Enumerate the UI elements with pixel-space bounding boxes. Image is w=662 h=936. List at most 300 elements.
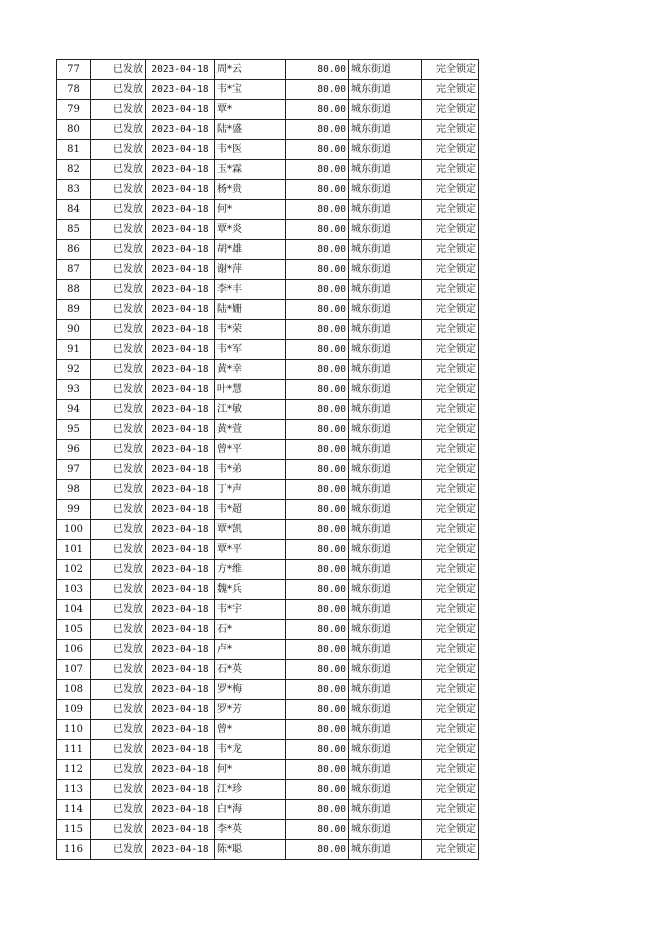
- lock-status-cell: 完全锁定: [422, 320, 479, 340]
- amount-cell: 80.00: [286, 780, 349, 800]
- amount-cell: 80.00: [286, 200, 349, 220]
- status-cell: 已发放: [91, 660, 146, 680]
- name-cell: 覃*炎: [215, 220, 286, 240]
- table-row: [57, 780, 479, 800]
- table-row: [57, 260, 479, 280]
- date-cell: 2023-04-18: [146, 820, 215, 840]
- table-row: [57, 600, 479, 620]
- status-cell: 已发放: [91, 600, 146, 620]
- date-cell: 2023-04-18: [146, 160, 215, 180]
- table-row: [57, 240, 479, 260]
- amount-cell: 80.00: [286, 300, 349, 320]
- payment-table: [56, 59, 479, 860]
- lock-status-cell: 完全锁定: [422, 700, 479, 720]
- lock-status-cell: 完全锁定: [422, 200, 479, 220]
- date-cell: 2023-04-18: [146, 520, 215, 540]
- lock-status-cell: 完全锁定: [422, 400, 479, 420]
- status-cell: 已发放: [91, 720, 146, 740]
- row-index: 106: [57, 640, 91, 660]
- lock-status-cell: 完全锁定: [422, 180, 479, 200]
- table-row: [57, 540, 479, 560]
- name-cell: 石*: [215, 620, 286, 640]
- status-cell: 已发放: [91, 540, 146, 560]
- date-cell: 2023-04-18: [146, 120, 215, 140]
- name-cell: 何*: [215, 760, 286, 780]
- status-cell: 已发放: [91, 100, 146, 120]
- name-cell: 韦*弟: [215, 460, 286, 480]
- status-cell: 已发放: [91, 760, 146, 780]
- date-cell: 2023-04-18: [146, 320, 215, 340]
- status-cell: 已发放: [91, 240, 146, 260]
- name-cell: 韦*荣: [215, 320, 286, 340]
- row-index: 80: [57, 120, 91, 140]
- row-index: 77: [57, 60, 91, 80]
- amount-cell: 80.00: [286, 720, 349, 740]
- date-cell: 2023-04-18: [146, 580, 215, 600]
- table-row: [57, 220, 479, 240]
- amount-cell: 80.00: [286, 680, 349, 700]
- lock-status-cell: 完全锁定: [422, 160, 479, 180]
- lock-status-cell: 完全锁定: [422, 780, 479, 800]
- lock-status-cell: 完全锁定: [422, 240, 479, 260]
- amount-cell: 80.00: [286, 760, 349, 780]
- row-index: 97: [57, 460, 91, 480]
- table-row: [57, 660, 479, 680]
- row-index: 98: [57, 480, 91, 500]
- amount-cell: 80.00: [286, 820, 349, 840]
- amount-cell: 80.00: [286, 800, 349, 820]
- district-cell: 城东街道: [349, 60, 422, 80]
- lock-status-cell: 完全锁定: [422, 600, 479, 620]
- lock-status-cell: 完全锁定: [422, 800, 479, 820]
- lock-status-cell: 完全锁定: [422, 460, 479, 480]
- row-index: 105: [57, 620, 91, 640]
- lock-status-cell: 完全锁定: [422, 680, 479, 700]
- status-cell: 已发放: [91, 700, 146, 720]
- district-cell: 城东街道: [349, 500, 422, 520]
- status-cell: 已发放: [91, 420, 146, 440]
- status-cell: 已发放: [91, 220, 146, 240]
- amount-cell: 80.00: [286, 700, 349, 720]
- status-cell: 已发放: [91, 640, 146, 660]
- status-cell: 已发放: [91, 300, 146, 320]
- name-cell: 罗*芳: [215, 700, 286, 720]
- lock-status-cell: 完全锁定: [422, 420, 479, 440]
- status-cell: 已发放: [91, 800, 146, 820]
- status-cell: 已发放: [91, 480, 146, 500]
- row-index: 88: [57, 280, 91, 300]
- lock-status-cell: 完全锁定: [422, 80, 479, 100]
- table-row: [57, 560, 479, 580]
- status-cell: 已发放: [91, 80, 146, 100]
- table-row: [57, 640, 479, 660]
- district-cell: 城东街道: [349, 840, 422, 860]
- amount-cell: 80.00: [286, 600, 349, 620]
- table-row: [57, 340, 479, 360]
- district-cell: 城东街道: [349, 120, 422, 140]
- table-row: [57, 720, 479, 740]
- date-cell: 2023-04-18: [146, 280, 215, 300]
- table-row: [57, 60, 479, 80]
- district-cell: 城东街道: [349, 360, 422, 380]
- name-cell: 韦*宇: [215, 600, 286, 620]
- table-row: [57, 320, 479, 340]
- row-index: 100: [57, 520, 91, 540]
- amount-cell: 80.00: [286, 420, 349, 440]
- status-cell: 已发放: [91, 260, 146, 280]
- district-cell: 城东街道: [349, 640, 422, 660]
- date-cell: 2023-04-18: [146, 700, 215, 720]
- district-cell: 城东街道: [349, 740, 422, 760]
- row-index: 116: [57, 840, 91, 860]
- amount-cell: 80.00: [286, 220, 349, 240]
- table-row: [57, 760, 479, 780]
- row-index: 87: [57, 260, 91, 280]
- district-cell: 城东街道: [349, 420, 422, 440]
- row-index: 89: [57, 300, 91, 320]
- district-cell: 城东街道: [349, 280, 422, 300]
- lock-status-cell: 完全锁定: [422, 60, 479, 80]
- table-row: [57, 680, 479, 700]
- lock-status-cell: 完全锁定: [422, 520, 479, 540]
- date-cell: 2023-04-18: [146, 260, 215, 280]
- date-cell: 2023-04-18: [146, 400, 215, 420]
- status-cell: 已发放: [91, 560, 146, 580]
- lock-status-cell: 完全锁定: [422, 480, 479, 500]
- table-row: [57, 200, 479, 220]
- table-row: [57, 120, 479, 140]
- district-cell: 城东街道: [349, 680, 422, 700]
- amount-cell: 80.00: [286, 260, 349, 280]
- row-index: 104: [57, 600, 91, 620]
- date-cell: 2023-04-18: [146, 80, 215, 100]
- row-index: 114: [57, 800, 91, 820]
- row-index: 108: [57, 680, 91, 700]
- lock-status-cell: 完全锁定: [422, 380, 479, 400]
- lock-status-cell: 完全锁定: [422, 140, 479, 160]
- amount-cell: 80.00: [286, 540, 349, 560]
- name-cell: 曾*: [215, 720, 286, 740]
- date-cell: 2023-04-18: [146, 200, 215, 220]
- lock-status-cell: 完全锁定: [422, 280, 479, 300]
- status-cell: 已发放: [91, 180, 146, 200]
- table-row: [57, 800, 479, 820]
- status-cell: 已发放: [91, 140, 146, 160]
- district-cell: 城东街道: [349, 140, 422, 160]
- table-row: [57, 100, 479, 120]
- district-cell: 城东街道: [349, 160, 422, 180]
- name-cell: 陈*聪: [215, 840, 286, 860]
- district-cell: 城东街道: [349, 300, 422, 320]
- lock-status-cell: 完全锁定: [422, 540, 479, 560]
- table-row: [57, 480, 479, 500]
- row-index: 81: [57, 140, 91, 160]
- name-cell: 江*敏: [215, 400, 286, 420]
- amount-cell: 80.00: [286, 380, 349, 400]
- lock-status-cell: 完全锁定: [422, 740, 479, 760]
- district-cell: 城东街道: [349, 480, 422, 500]
- district-cell: 城东街道: [349, 800, 422, 820]
- table-row: [57, 140, 479, 160]
- name-cell: 周*云: [215, 60, 286, 80]
- date-cell: 2023-04-18: [146, 60, 215, 80]
- row-index: 101: [57, 540, 91, 560]
- table-row: [57, 380, 479, 400]
- name-cell: 覃*: [215, 100, 286, 120]
- amount-cell: 80.00: [286, 460, 349, 480]
- name-cell: 白*海: [215, 800, 286, 820]
- status-cell: 已发放: [91, 200, 146, 220]
- row-index: 83: [57, 180, 91, 200]
- lock-status-cell: 完全锁定: [422, 580, 479, 600]
- amount-cell: 80.00: [286, 120, 349, 140]
- table-row: [57, 820, 479, 840]
- status-cell: 已发放: [91, 320, 146, 340]
- district-cell: 城东街道: [349, 820, 422, 840]
- amount-cell: 80.00: [286, 100, 349, 120]
- name-cell: 玉*霖: [215, 160, 286, 180]
- amount-cell: 80.00: [286, 240, 349, 260]
- row-index: 84: [57, 200, 91, 220]
- district-cell: 城东街道: [349, 620, 422, 640]
- district-cell: 城东街道: [349, 700, 422, 720]
- amount-cell: 80.00: [286, 140, 349, 160]
- amount-cell: 80.00: [286, 360, 349, 380]
- status-cell: 已发放: [91, 120, 146, 140]
- amount-cell: 80.00: [286, 180, 349, 200]
- lock-status-cell: 完全锁定: [422, 560, 479, 580]
- table-row: [57, 500, 479, 520]
- date-cell: 2023-04-18: [146, 740, 215, 760]
- row-index: 79: [57, 100, 91, 120]
- name-cell: 黄*萱: [215, 420, 286, 440]
- name-cell: 韦*军: [215, 340, 286, 360]
- lock-status-cell: 完全锁定: [422, 260, 479, 280]
- date-cell: 2023-04-18: [146, 560, 215, 580]
- date-cell: 2023-04-18: [146, 460, 215, 480]
- table-row: [57, 840, 479, 860]
- row-index: 103: [57, 580, 91, 600]
- amount-cell: 80.00: [286, 440, 349, 460]
- status-cell: 已发放: [91, 380, 146, 400]
- table-row: [57, 80, 479, 100]
- amount-cell: 80.00: [286, 580, 349, 600]
- district-cell: 城东街道: [349, 400, 422, 420]
- lock-status-cell: 完全锁定: [422, 220, 479, 240]
- date-cell: 2023-04-18: [146, 600, 215, 620]
- name-cell: 韦*超: [215, 500, 286, 520]
- name-cell: 杨*贵: [215, 180, 286, 200]
- row-index: 92: [57, 360, 91, 380]
- row-index: 102: [57, 560, 91, 580]
- district-cell: 城东街道: [349, 780, 422, 800]
- district-cell: 城东街道: [349, 240, 422, 260]
- row-index: 85: [57, 220, 91, 240]
- date-cell: 2023-04-18: [146, 420, 215, 440]
- amount-cell: 80.00: [286, 80, 349, 100]
- district-cell: 城东街道: [349, 760, 422, 780]
- row-index: 94: [57, 400, 91, 420]
- amount-cell: 80.00: [286, 400, 349, 420]
- status-cell: 已发放: [91, 520, 146, 540]
- row-index: 112: [57, 760, 91, 780]
- status-cell: 已发放: [91, 840, 146, 860]
- table-row: [57, 300, 479, 320]
- table-row: [57, 620, 479, 640]
- date-cell: 2023-04-18: [146, 500, 215, 520]
- amount-cell: 80.00: [286, 500, 349, 520]
- amount-cell: 80.00: [286, 740, 349, 760]
- amount-cell: 80.00: [286, 340, 349, 360]
- table-row: [57, 700, 479, 720]
- name-cell: 胡*雄: [215, 240, 286, 260]
- district-cell: 城东街道: [349, 220, 422, 240]
- status-cell: 已发放: [91, 740, 146, 760]
- status-cell: 已发放: [91, 360, 146, 380]
- status-cell: 已发放: [91, 60, 146, 80]
- date-cell: 2023-04-18: [146, 240, 215, 260]
- amount-cell: 80.00: [286, 60, 349, 80]
- status-cell: 已发放: [91, 500, 146, 520]
- district-cell: 城东街道: [349, 540, 422, 560]
- table-row: [57, 420, 479, 440]
- row-index: 86: [57, 240, 91, 260]
- lock-status-cell: 完全锁定: [422, 360, 479, 380]
- district-cell: 城东街道: [349, 560, 422, 580]
- date-cell: 2023-04-18: [146, 100, 215, 120]
- name-cell: 陆*姗: [215, 300, 286, 320]
- amount-cell: 80.00: [286, 620, 349, 640]
- date-cell: 2023-04-18: [146, 540, 215, 560]
- district-cell: 城东街道: [349, 320, 422, 340]
- row-index: 113: [57, 780, 91, 800]
- date-cell: 2023-04-18: [146, 340, 215, 360]
- row-index: 91: [57, 340, 91, 360]
- name-cell: 曾*平: [215, 440, 286, 460]
- amount-cell: 80.00: [286, 280, 349, 300]
- table-row: [57, 440, 479, 460]
- table-row: [57, 740, 479, 760]
- lock-status-cell: 完全锁定: [422, 620, 479, 640]
- date-cell: 2023-04-18: [146, 640, 215, 660]
- name-cell: 韦*龙: [215, 740, 286, 760]
- district-cell: 城东街道: [349, 600, 422, 620]
- name-cell: 魏*兵: [215, 580, 286, 600]
- status-cell: 已发放: [91, 820, 146, 840]
- name-cell: 江*珍: [215, 780, 286, 800]
- date-cell: 2023-04-18: [146, 840, 215, 860]
- name-cell: 石*英: [215, 660, 286, 680]
- district-cell: 城东街道: [349, 180, 422, 200]
- row-index: 99: [57, 500, 91, 520]
- row-index: 96: [57, 440, 91, 460]
- lock-status-cell: 完全锁定: [422, 440, 479, 460]
- table-row: [57, 360, 479, 380]
- row-index: 90: [57, 320, 91, 340]
- row-index: 109: [57, 700, 91, 720]
- table-row: [57, 180, 479, 200]
- date-cell: 2023-04-18: [146, 620, 215, 640]
- date-cell: 2023-04-18: [146, 800, 215, 820]
- date-cell: 2023-04-18: [146, 680, 215, 700]
- payment-table-body: [57, 60, 479, 860]
- row-index: 115: [57, 820, 91, 840]
- date-cell: 2023-04-18: [146, 360, 215, 380]
- name-cell: 卢*: [215, 640, 286, 660]
- lock-status-cell: 完全锁定: [422, 300, 479, 320]
- lock-status-cell: 完全锁定: [422, 760, 479, 780]
- district-cell: 城东街道: [349, 440, 422, 460]
- date-cell: 2023-04-18: [146, 140, 215, 160]
- table-row: [57, 400, 479, 420]
- amount-cell: 80.00: [286, 560, 349, 580]
- row-index: 78: [57, 80, 91, 100]
- name-cell: 李*丰: [215, 280, 286, 300]
- amount-cell: 80.00: [286, 320, 349, 340]
- name-cell: 丁*声: [215, 480, 286, 500]
- row-index: 110: [57, 720, 91, 740]
- lock-status-cell: 完全锁定: [422, 500, 479, 520]
- status-cell: 已发放: [91, 580, 146, 600]
- status-cell: 已发放: [91, 620, 146, 640]
- lock-status-cell: 完全锁定: [422, 340, 479, 360]
- district-cell: 城东街道: [349, 200, 422, 220]
- amount-cell: 80.00: [286, 840, 349, 860]
- name-cell: 罗*梅: [215, 680, 286, 700]
- status-cell: 已发放: [91, 680, 146, 700]
- status-cell: 已发放: [91, 160, 146, 180]
- district-cell: 城东街道: [349, 260, 422, 280]
- lock-status-cell: 完全锁定: [422, 640, 479, 660]
- lock-status-cell: 完全锁定: [422, 720, 479, 740]
- status-cell: 已发放: [91, 440, 146, 460]
- name-cell: 陆*盛: [215, 120, 286, 140]
- lock-status-cell: 完全锁定: [422, 100, 479, 120]
- district-cell: 城东街道: [349, 660, 422, 680]
- district-cell: 城东街道: [349, 380, 422, 400]
- name-cell: 谢*萍: [215, 260, 286, 280]
- amount-cell: 80.00: [286, 640, 349, 660]
- name-cell: 黄*幸: [215, 360, 286, 380]
- name-cell: 覃*平: [215, 540, 286, 560]
- district-cell: 城东街道: [349, 460, 422, 480]
- name-cell: 叶*慧: [215, 380, 286, 400]
- date-cell: 2023-04-18: [146, 760, 215, 780]
- row-index: 93: [57, 380, 91, 400]
- row-index: 95: [57, 420, 91, 440]
- lock-status-cell: 完全锁定: [422, 660, 479, 680]
- amount-cell: 80.00: [286, 480, 349, 500]
- row-index: 111: [57, 740, 91, 760]
- amount-cell: 80.00: [286, 520, 349, 540]
- name-cell: 韦*医: [215, 140, 286, 160]
- name-cell: 韦*宝: [215, 80, 286, 100]
- date-cell: 2023-04-18: [146, 220, 215, 240]
- district-cell: 城东街道: [349, 720, 422, 740]
- district-cell: 城东街道: [349, 340, 422, 360]
- date-cell: 2023-04-18: [146, 380, 215, 400]
- date-cell: 2023-04-18: [146, 300, 215, 320]
- date-cell: 2023-04-18: [146, 180, 215, 200]
- row-index: 82: [57, 160, 91, 180]
- district-cell: 城东街道: [349, 100, 422, 120]
- amount-cell: 80.00: [286, 660, 349, 680]
- status-cell: 已发放: [91, 460, 146, 480]
- date-cell: 2023-04-18: [146, 720, 215, 740]
- table-row: [57, 520, 479, 540]
- district-cell: 城东街道: [349, 520, 422, 540]
- date-cell: 2023-04-18: [146, 480, 215, 500]
